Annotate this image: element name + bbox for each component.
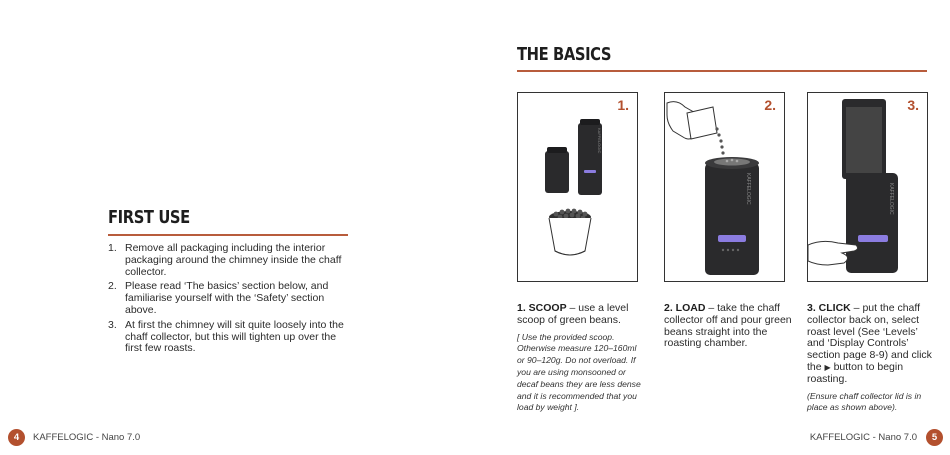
list-item-number: 2. [108,280,117,293]
first-use-heading: FIRST USE [108,207,190,228]
page-number-badge-left: 4 [8,429,25,446]
list-item-text: At first the chimney will sit quite loosely into the chaff collector, but this will tighten up over the first few roasts. [125,318,344,355]
first-use-divider [108,234,348,236]
step-2-caption [664,303,792,350]
step-1-body: – use a level scoop of green beans. [517,302,629,326]
device-brand-label: KAFFELOGIC [745,173,751,205]
device-brand-label: KAFFELOGIC [888,183,894,215]
step-2-number: 2. [764,97,776,113]
click-illustration [808,93,929,283]
step-1-caption [517,303,645,414]
list-item [108,281,348,316]
step-2-body: – take the chaff collector off and pour green beans straight into the roasting chamber. [664,302,792,350]
step-1-illustration [517,92,638,282]
step-3-body-end: button to begin roasting. [807,360,904,385]
list-item [108,320,348,355]
step-1-title: 1. SCOOP [517,302,567,314]
list-item-number: 1. [108,242,117,254]
step-2-text [664,303,792,350]
list-item-text: Please read ‘The basics’ section below, and familiarise yourself with the ‘Safety’ section above. [125,280,329,316]
list-item [108,243,348,278]
step-3-illustration [807,92,928,282]
step-1-text [517,303,645,327]
step-3-title: 3. CLICK [807,302,851,314]
the-basics-divider [517,70,927,72]
device-brand-label: KAFFELOGIC [597,128,602,154]
step-1-note: [ Use the provided scoop. Otherwise measure 120–160ml or 90–120g. Do not overload. If you are using monsooned or decaf beans they are less dense and it is recommended that you load by weight ]. [517,331,641,413]
list-item-number: 3. [108,318,117,331]
step-2-title: 2. LOAD [664,302,706,314]
footer-left-text: KAFFELOGIC - Nano 7.0 [33,432,141,443]
step-1-number: 1. [617,97,629,113]
play-icon: ▶ [824,362,831,372]
load-illustration [665,93,786,283]
step-3-caption [807,303,932,414]
step-3-body-start: – put the chaff collector back on, select roast level (See ‘Levels’ and ‘Display Controls’ section page 8-9) and click the [807,302,932,373]
step-3-text [807,303,932,386]
step-2-illustration [664,92,785,282]
list-item-text: Remove all packaging including the interior packaging around the chimney inside the chaff collector. [125,242,342,278]
the-basics-heading: THE BASICS [517,44,612,65]
first-use-list [108,243,348,358]
step-3-note: (Ensure chaff collector lid is in place as shown above). [807,390,922,413]
footer-right-text: KAFFELOGIC - Nano 7.0 [809,432,917,443]
page-number-badge-right: 5 [926,429,943,446]
scoop-illustration [518,93,639,283]
step-3-number: 3. [907,97,919,113]
